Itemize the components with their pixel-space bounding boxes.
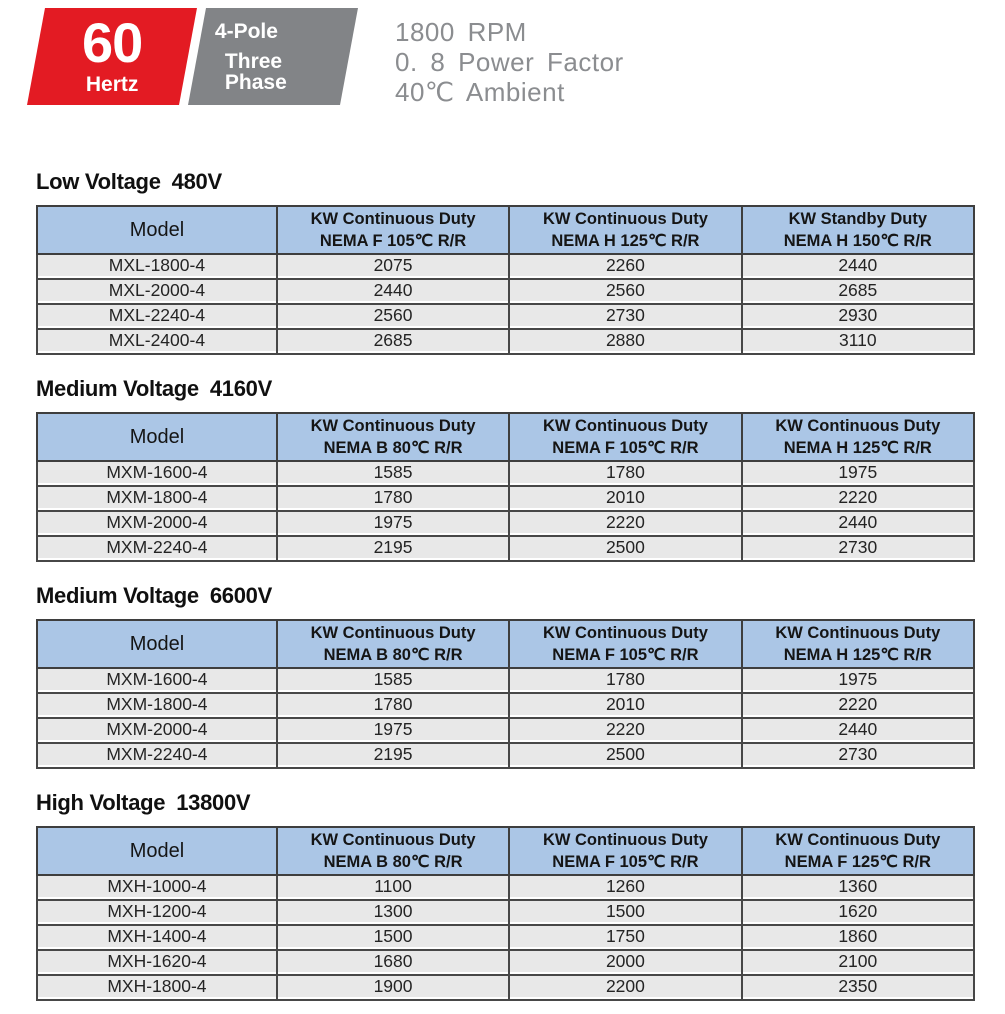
value-cell: 1975 — [742, 668, 974, 693]
model-cell: MXL-2400-4 — [37, 329, 277, 354]
table-row — [37, 254, 974, 279]
value-cell: 1975 — [277, 718, 509, 743]
value-cell: 1300 — [277, 900, 509, 925]
section-medium-voltage-6600v — [36, 583, 975, 769]
table-row — [37, 718, 974, 743]
value-cell: 1585 — [277, 461, 509, 486]
model-cell: MXM-1600-4 — [37, 668, 277, 693]
value-cell: 2200 — [509, 975, 741, 1000]
value-cell: 2220 — [742, 486, 974, 511]
spec-sheet — [36, 105, 975, 1001]
value-cell: 2730 — [509, 304, 741, 329]
column-header: KW Continuous Duty NEMA F 105℃ R/R — [509, 620, 741, 668]
value-cell: 2220 — [742, 693, 974, 718]
value-cell: 1780 — [277, 693, 509, 718]
section-title — [36, 169, 975, 195]
table-row — [37, 900, 974, 925]
value-cell: 1975 — [277, 511, 509, 536]
table-row — [37, 693, 974, 718]
section-medium-voltage-4160v — [36, 376, 975, 562]
column-header: KW Continuous Duty NEMA B 80℃ R/R — [277, 413, 509, 461]
column-header: KW Continuous Duty NEMA F 105℃ R/R — [277, 206, 509, 254]
model-cell: MXH-1800-4 — [37, 975, 277, 1000]
table-header-row — [37, 620, 974, 668]
value-cell: 2100 — [742, 950, 974, 975]
value-cell: 2685 — [277, 329, 509, 354]
section-title-label: High Voltage — [36, 790, 166, 815]
section-title-voltage: 4160V — [209, 376, 272, 401]
model-cell: MXH-1400-4 — [37, 925, 277, 950]
value-cell: 2010 — [509, 693, 741, 718]
model-cell: MXH-1000-4 — [37, 875, 277, 900]
spec-table — [36, 205, 975, 355]
value-cell: 1975 — [742, 461, 974, 486]
model-cell: MXL-2000-4 — [37, 279, 277, 304]
value-cell: 3110 — [742, 329, 974, 354]
column-header-model: Model — [37, 620, 277, 668]
model-cell: MXM-2000-4 — [37, 718, 277, 743]
value-cell: 2220 — [509, 718, 741, 743]
value-cell: 2560 — [509, 279, 741, 304]
column-header-model: Model — [37, 827, 277, 875]
model-cell: MXM-1600-4 — [37, 461, 277, 486]
frequency-badge — [27, 8, 197, 105]
value-cell: 2560 — [277, 304, 509, 329]
model-cell: MXM-1800-4 — [37, 693, 277, 718]
value-cell: 2075 — [277, 254, 509, 279]
model-cell: MXM-2240-4 — [37, 743, 277, 768]
model-cell: MXM-2240-4 — [37, 536, 277, 561]
model-cell: MXM-2000-4 — [37, 511, 277, 536]
rating-specs — [395, 8, 624, 105]
model-cell: MXM-1800-4 — [37, 486, 277, 511]
table-header-row — [37, 827, 974, 875]
table-row — [37, 743, 974, 768]
section-title-voltage: 13800V — [176, 790, 251, 815]
column-header: KW Continuous Duty NEMA F 105℃ R/R — [509, 413, 741, 461]
model-cell: MXL-2240-4 — [37, 304, 277, 329]
frequency-unit: Hertz — [85, 72, 139, 96]
value-cell: 1500 — [509, 900, 741, 925]
column-header: KW Continuous Duty NEMA F 125℃ R/R — [742, 827, 974, 875]
spec-table — [36, 412, 975, 562]
value-cell: 2350 — [742, 975, 974, 1000]
table-row — [37, 304, 974, 329]
frequency-value: 60 — [81, 10, 143, 74]
value-cell: 2440 — [742, 254, 974, 279]
spec-power-factor: 0. 8 Power Factor — [395, 47, 624, 77]
spec-rpm: 1800 RPM — [395, 17, 527, 47]
table-row — [37, 486, 974, 511]
value-cell: 2500 — [509, 743, 741, 768]
section-high-voltage-13800v — [36, 790, 975, 1001]
pole-label: 4-Pole — [215, 19, 279, 43]
value-cell: 1780 — [509, 668, 741, 693]
value-cell: 1750 — [509, 925, 741, 950]
table-row — [37, 461, 974, 486]
column-header: KW Continuous Duty NEMA H 125℃ R/R — [742, 413, 974, 461]
value-cell: 2000 — [509, 950, 741, 975]
value-cell: 2440 — [742, 511, 974, 536]
value-cell: 1585 — [277, 668, 509, 693]
value-cell: 2500 — [509, 536, 741, 561]
column-header: KW Standby Duty NEMA H 150℃ R/R — [742, 206, 974, 254]
value-cell: 2880 — [509, 329, 741, 354]
value-cell: 1620 — [742, 900, 974, 925]
value-cell: 2930 — [742, 304, 974, 329]
column-header-model: Model — [37, 206, 277, 254]
table-row — [37, 279, 974, 304]
section-low-voltage-480v — [36, 169, 975, 355]
value-cell: 2195 — [277, 536, 509, 561]
table-row — [37, 329, 974, 354]
section-title — [36, 376, 975, 402]
phase-label: Three Phase — [225, 49, 287, 94]
model-cell: MXH-1200-4 — [37, 900, 277, 925]
value-cell: 1260 — [509, 875, 741, 900]
table-header-row — [37, 206, 974, 254]
section-title-label: Medium Voltage — [36, 376, 199, 401]
value-cell: 1500 — [277, 925, 509, 950]
column-header: KW Continuous Duty NEMA B 80℃ R/R — [277, 620, 509, 668]
column-header: KW Continuous Duty NEMA H 125℃ R/R — [742, 620, 974, 668]
value-cell: 2195 — [277, 743, 509, 768]
pole-phase-badge — [188, 8, 358, 105]
value-cell: 1780 — [277, 486, 509, 511]
value-cell: 2010 — [509, 486, 741, 511]
section-title-voltage: 6600V — [209, 583, 272, 608]
column-header: KW Continuous Duty NEMA B 80℃ R/R — [277, 827, 509, 875]
table-row — [37, 950, 974, 975]
table-header-row — [37, 413, 974, 461]
model-cell: MXH-1620-4 — [37, 950, 277, 975]
value-cell: 2440 — [277, 279, 509, 304]
table-row — [37, 536, 974, 561]
spec-table — [36, 826, 975, 1001]
value-cell: 1780 — [509, 461, 741, 486]
value-cell: 2730 — [742, 743, 974, 768]
value-cell: 2260 — [509, 254, 741, 279]
column-header-model: Model — [37, 413, 277, 461]
section-title — [36, 583, 975, 609]
table-row — [37, 925, 974, 950]
spec-ambient: 40℃ Ambient — [395, 77, 565, 107]
value-cell: 1100 — [277, 875, 509, 900]
value-cell: 2440 — [742, 718, 974, 743]
value-cell: 2220 — [509, 511, 741, 536]
frequency-banner — [36, 8, 624, 105]
value-cell: 1860 — [742, 925, 974, 950]
value-cell: 1680 — [277, 950, 509, 975]
column-header: KW Continuous Duty NEMA F 105℃ R/R — [509, 827, 741, 875]
column-header: KW Continuous Duty NEMA H 125℃ R/R — [509, 206, 741, 254]
spec-table — [36, 619, 975, 769]
value-cell: 2730 — [742, 536, 974, 561]
table-row — [37, 511, 974, 536]
value-cell: 1360 — [742, 875, 974, 900]
model-cell: MXL-1800-4 — [37, 254, 277, 279]
table-row — [37, 975, 974, 1000]
section-title-voltage: 480V — [171, 169, 222, 194]
section-title-label: Medium Voltage — [36, 583, 199, 608]
table-row — [37, 668, 974, 693]
section-title-label: Low Voltage — [36, 169, 161, 194]
section-title — [36, 790, 975, 816]
table-row — [37, 875, 974, 900]
value-cell: 2685 — [742, 279, 974, 304]
value-cell: 1900 — [277, 975, 509, 1000]
